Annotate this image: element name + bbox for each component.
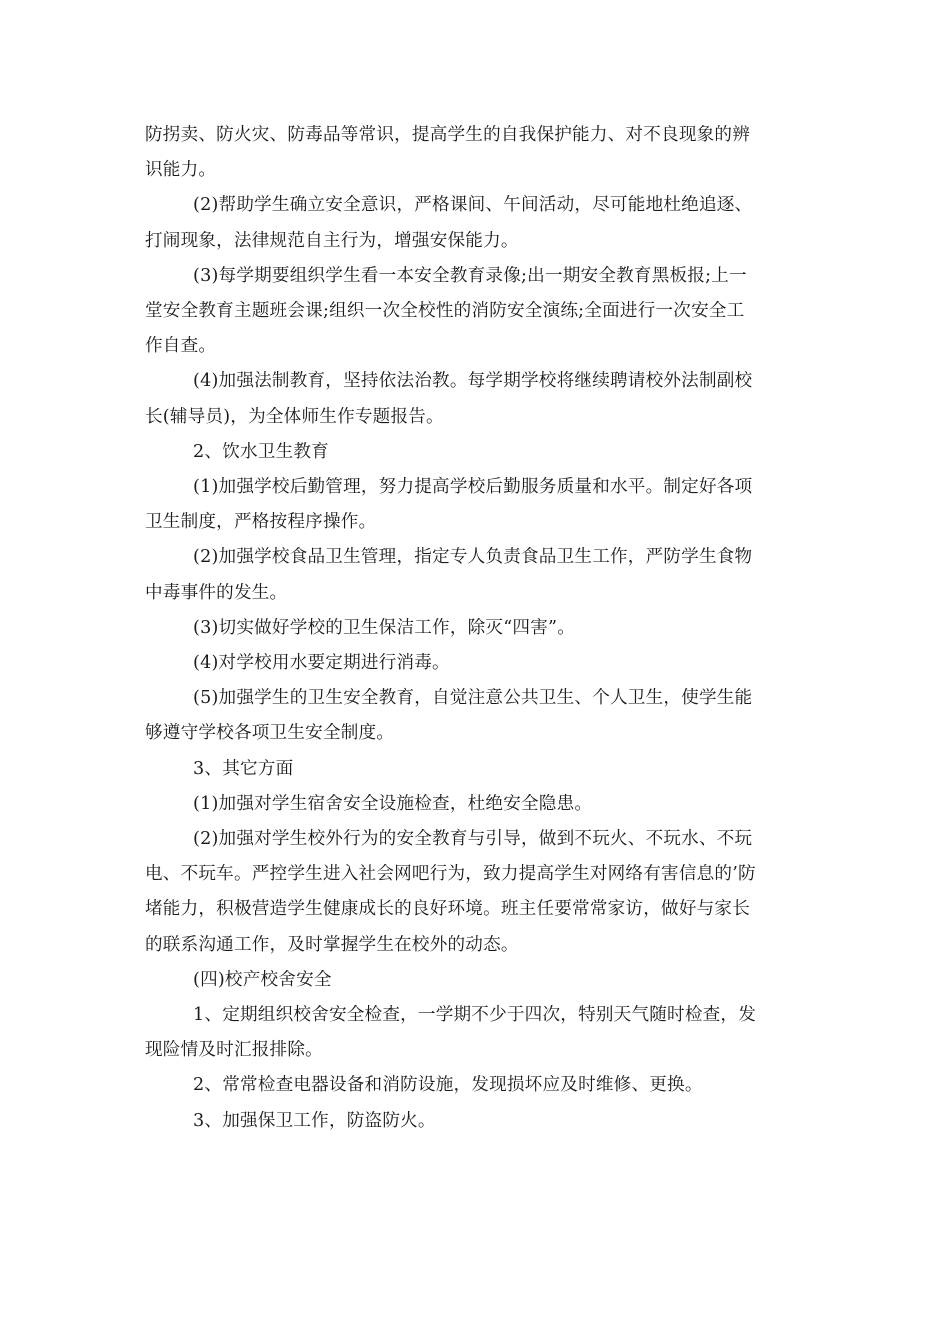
text-line: (3)切实做好学校的卫生保洁工作，除灭“四害”。 [193, 617, 575, 638]
text-line: 电、不玩车。严控学生进入社会网吧行为，致力提高学生对网络有害信息的’防 [145, 864, 756, 885]
text-line: (4)对学校用水要定期进行消毒。 [193, 653, 450, 674]
document-body [145, 118, 805, 1139]
text-line: 1、定期组织校舍安全检查，一学期不少于四次，特别天气随时检查，发 [193, 1005, 757, 1026]
text-line: (4)加强法制教育，坚持依法治教。每学期学校将继续聘请校外法制副校 [193, 371, 753, 392]
text-line: 现险情及时汇报排除。 [145, 1040, 323, 1061]
text-line: 堂安全教育主题班会课;组织一次全校性的消防安全演练;全面进行一次安全工 [145, 301, 745, 322]
text-line: 长(辅导员)，为全体师生作专题报告。 [145, 406, 444, 427]
text-line: 堵能力，积极营造学生健康成长的良好环境。班主任要常常家访，做好与家长 [145, 899, 750, 920]
text-line: 3、其它方面 [193, 758, 294, 779]
text-line: (2)加强对学生校外行为的安全教育与引导，做到不玩火、不玩水、不玩 [193, 829, 753, 850]
text-line: 识能力。 [145, 160, 217, 181]
text-line: (1)加强学校后勤管理，努力提高学校后勤服务质量和水平。制定好各项 [193, 477, 753, 498]
text-line: (2)帮助学生确立安全意识，严格课间、午间活动，尽可能地杜绝追逐、 [193, 195, 753, 216]
text-line: 的联系沟通工作，及时掌握学生在校外的动态。 [145, 934, 519, 955]
text-line: (1)加强对学生宿舍安全设施检查，杜绝安全隐患。 [193, 793, 593, 814]
text-line: (四)校产校舍安全 [193, 969, 332, 990]
text-line: (2)加强学校食品卫生管理，指定专人负责食品卫生工作，严防学生食物 [193, 547, 753, 568]
text-line: 2、常常检查电器设备和消防设施，发现损坏应及时维修、更换。 [193, 1075, 703, 1096]
text-line: 2、饮水卫生教育 [193, 441, 329, 462]
text-line: 够遵守学校各项卫生安全制度。 [145, 723, 395, 744]
text-line: 防拐卖、防火灾、防毒品等常识，提高学生的自我保护能力、对不良现象的辨 [145, 125, 750, 145]
text-line: (3)每学期要组织学生看一本安全教育录像;出一期安全教育黑板报;上一 [193, 265, 747, 286]
text-line: 作自查。 [145, 336, 217, 357]
text-line: 中毒事件的发生。 [145, 582, 288, 603]
text-line: 3、加强保卫工作，防盗防火。 [193, 1110, 436, 1131]
text-line: (5)加强学生的卫生安全教育，自觉注意公共卫生、个人卫生，使学生能 [193, 688, 753, 709]
text-line: 打闹现象，法律规范自主行为，增强安保能力。 [145, 230, 519, 251]
text-line: 卫生制度，严格按程序操作。 [145, 512, 377, 533]
